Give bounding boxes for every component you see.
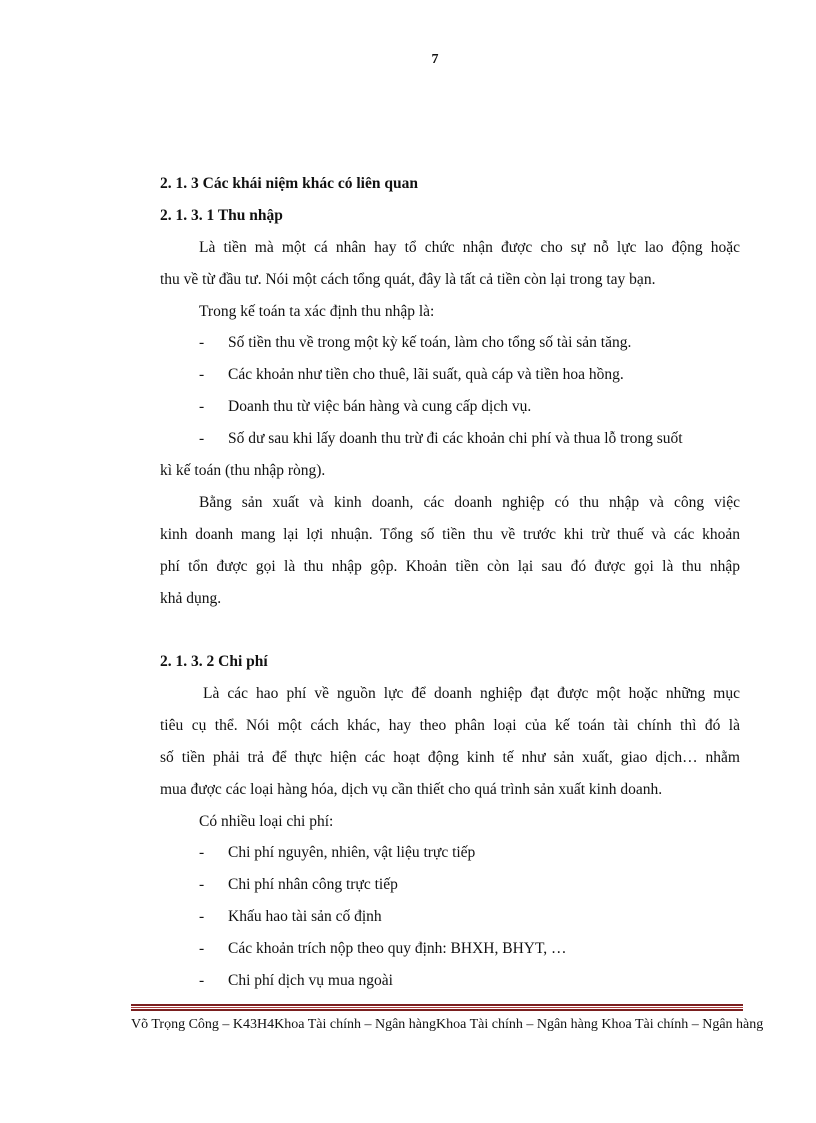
paragraph-line: mua được các loại hàng hóa, dịch vụ cần thiết cho quá trình sản xuất kinh doanh. <box>160 781 663 798</box>
list-item-text: Chi phí dịch vụ mua ngoài <box>228 972 393 989</box>
list-item-text: Doanh thu từ việc bán hàng và cung cấp dịch vụ. <box>228 398 532 415</box>
list-item-text: Khấu hao tài sản cố định <box>228 908 382 925</box>
bullet-dash: - <box>199 398 205 415</box>
paragraph-line: số tiền phải trả để thực hiện các hoạt động kinh tế như sản xuất, giao dịch… nhằm <box>160 749 740 766</box>
paragraph-line: kì kế toán (thu nhập ròng). <box>160 462 326 479</box>
subsection-heading-thu-nhap: 2. 1. 3. 1 Thu nhập <box>160 207 283 224</box>
bullet-dash: - <box>199 430 205 447</box>
paragraph-line: tiêu cụ thể. Nói một cách khác, hay theo phân loại của kế toán tài chính thì đó là <box>160 717 740 734</box>
footer-text: Võ Trọng Công – K43H4Khoa Tài chính – Ngân hàngKhoa Tài chính – Ngân hàng Khoa Tài chính – Ngân hàng <box>131 1017 764 1032</box>
paragraph-line: Là các hao phí về nguồn lực để doanh nghiệp đạt được một hoặc những mục <box>203 685 740 702</box>
paragraph-line: Có nhiều loại chi phí: <box>199 813 334 830</box>
bullet-dash: - <box>199 908 205 925</box>
footer-rule <box>131 1004 743 1011</box>
paragraph-line: Là tiền mà một cá nhân hay tổ chức nhận được cho sự nỗ lực lao động hoặc <box>199 239 740 256</box>
list-item-text: Chi phí nhân công trực tiếp <box>228 876 398 893</box>
paragraph-line: Trong kế toán ta xác định thu nhập là: <box>199 303 435 320</box>
paragraph-line: thu về từ đầu tư. Nói một cách tổng quát, đây là tất cả tiền còn lại trong tay bạn. <box>160 271 656 288</box>
bullet-dash: - <box>199 876 205 893</box>
paragraph-line: phí tổn được gọi là thu nhập gộp. Khoản tiền còn lại sau đó được gọi là thu nhập <box>160 558 740 575</box>
page-number: 7 <box>431 52 439 67</box>
paragraph-line: khả dụng. <box>160 590 222 607</box>
paragraph-line: Bằng sản xuất và kinh doanh, các doanh nghiệp có thu nhập và công việc <box>199 494 740 511</box>
bullet-dash: - <box>199 940 205 957</box>
list-item-text: Các khoản trích nộp theo quy định: BHXH, BHYT, … <box>228 940 567 957</box>
bullet-dash: - <box>199 334 205 351</box>
paragraph-line: kinh doanh mang lại lợi nhuận. Tổng số tiền thu về trước khi trừ thuế và các khoản <box>160 526 740 543</box>
list-item-text: Các khoản như tiền cho thuê, lãi suất, quà cáp và tiền hoa hồng. <box>228 366 624 383</box>
bullet-dash: - <box>199 366 205 383</box>
section-heading: 2. 1. 3 Các khái niệm khác có liên quan <box>160 175 418 192</box>
bullet-dash: - <box>199 972 205 989</box>
subsection-heading-chi-phi: 2. 1. 3. 2 Chi phí <box>160 653 268 670</box>
bullet-dash: - <box>199 844 205 861</box>
list-item-text: Số dư sau khi lấy doanh thu trừ đi các khoản chi phí và thua lỗ trong suốt <box>228 430 683 447</box>
list-item-text: Chi phí nguyên, nhiên, vật liệu trực tiếp <box>228 844 476 861</box>
list-item-text: Số tiền thu về trong một kỳ kế toán, làm cho tổng số tài sản tăng. <box>228 334 632 351</box>
